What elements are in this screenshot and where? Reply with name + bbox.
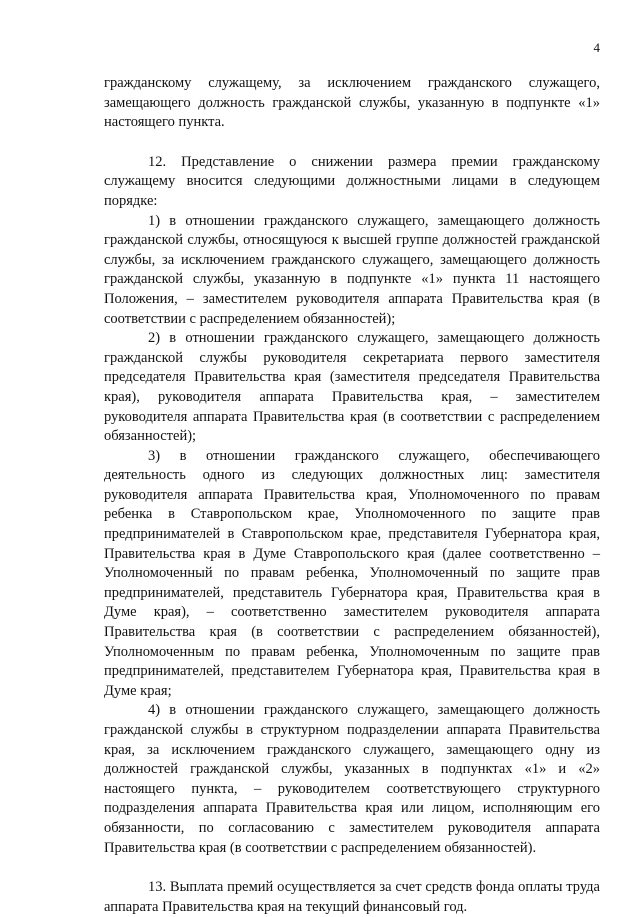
subparagraph-1: 1) в отношении гражданского служащего, замещающего должность гражданской службы, относящуюся к высшей группе должностей гражданской службы, за исключением гражданского служащего, замещающего должность гражданской службы, указанную в подпункте «1» пункта 11 настоящего Положения, – заместителем руководителя аппарата Правительства края (в соответствии с распределением обязанностей); (104, 212, 600, 327)
paragraph-gap (104, 858, 600, 878)
paragraph-continuation: гражданскому служащему, за исключением гражданского служащего, замещающего должность гражданской службы, указанную в подпункте «1» настоящего пункта. (104, 75, 600, 131)
document-body (104, 74, 600, 917)
paragraph-item-13: 13. Выплата премий осуществляется за счет средств фонда оплаты труда аппарата Правительства края на текущий финансовый год. (104, 879, 600, 915)
paragraph-item-12: 12. Представление о снижении размера премии гражданскому служащему вносится следующими должностными лицами в следующем порядке: (104, 153, 600, 209)
paragraph-gap (104, 133, 600, 153)
subparagraph-3: 3) в отношении гражданского служащего, обеспечивающего деятельность одного из следующих должностных лиц: заместителя руководителя аппарата Правительства края, Уполномоченного по правам ребенка в Ставропольском крае, Уполномоченного по защите прав предпринимателей в Ставропольском крае, представителя Губернатора края, Правительства края в Думе Ставропольского края (далее соответственно – Уполномоченный по правам ребенка, Уполномоченный по защите прав предпринимателей, представитель Губернатора края, Правительства края в Думе края), – соответственно заместителем руководителя аппарата Правительства края (в соответствии с распределением обязанностей), Уполномоченным по правам ребенка, Уполномоченным по защите прав предпринимателей, представителем Губернатора края, Правительства края в Думе края; (104, 447, 600, 699)
subparagraph-2: 2) в отношении гражданского служащего, замещающего должность гражданской службы руководителя секретариата первого заместителя председателя Правительства края (заместителя председателя Правительства края), руководителя аппарата Правительства края, – заместителем руководителя аппарата Правительства края (в соответствии с распределением обязанностей); (104, 330, 600, 445)
subparagraph-4: 4) в отношении гражданского служащего, замещающего должность гражданской службы в структурном подразделении аппарата Правительства края, за исключением гражданского служащего, замещающего одну из должностей гражданской службы, указанных в подпунктах «1» и «2» настоящего пункта, – руководителем соответствующего структурного подразделения аппарата Правительства края или лицом, исполняющим его обязанности, по согласованию с заместителем руководителя аппарата Правительства края (в соответствии с распределением обязанностей). (104, 702, 600, 856)
page-number: 4 (593, 40, 600, 55)
